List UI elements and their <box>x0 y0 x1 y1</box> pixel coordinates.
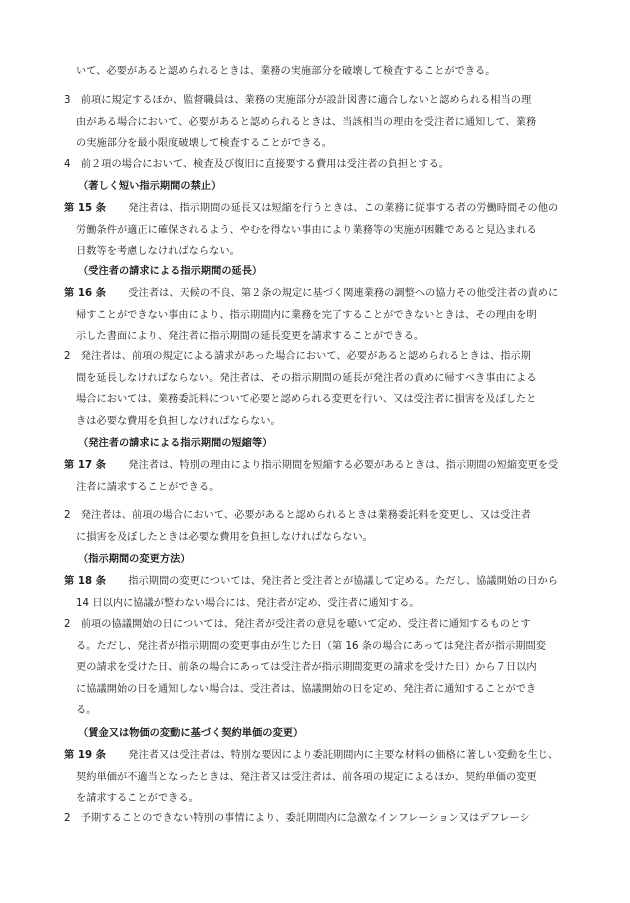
text-line: 由がある場合において、必要があると認められるときは、当該相当の理由を受注者に通知して、業務 <box>76 116 537 128</box>
text-line: 2 予期することのできない特別の事情により、委託期間内に急激なインフレーション又はデフレーシ <box>64 813 530 824</box>
text-line: 注者に請求することができる。 <box>76 481 220 493</box>
text-line: 労働条件が適正に確保されるよう、やむを得ない事由により業務等の実施が困難であると見込まれる <box>76 224 537 236</box>
heading-text: （賃金又は物価の変動に基づく契約単価の変更） <box>78 728 304 739</box>
text-line: 受注者は、天候の不良、第２条の規定に基づく関連業務の調整への協力その他受注者の責めに <box>118 288 559 299</box>
heading-text: （発注者の請求による指示期間の短縮等） <box>78 438 273 449</box>
text-line: 3 前項に規定するほか、監督職員は、業務の実施部分が設計図書に適合しないと認められる相当の理 <box>64 95 532 106</box>
article-number: 第 18 条 <box>64 576 106 587</box>
text-line: 帰すことができない事由により、指示期間内に業務を完了することができないときは、その理由を明 <box>76 309 537 321</box>
text-line: 更の請求を受けた日、前条の場合にあっては受注者が指示期間変更の請求を受けた日）から７日以内 <box>76 662 537 674</box>
text-line: 発注者は、指示期間の延長又は短縮を行うときは、この業務に従事する者の労働時間その他の <box>118 203 559 214</box>
text-line: を請求することができる。 <box>76 793 199 805</box>
text-line: る。ただし、発注者が指示期間の変更事由が生じた日（第 16 条の場合にあっては発注者が指示期間変 <box>76 640 546 652</box>
heading-text: （受注者の請求による指示期間の延長） <box>78 266 263 277</box>
text-line: 間を延長しなければならない。発注者は、その指示期間の延長が発注者の責めに帰すべき事由による <box>76 372 537 384</box>
text-line: 発注者又は受注者は、特別な要因により委託期間内に主要な材料の価格に著しい変動を生じ、 <box>118 750 559 761</box>
article-number: 第 15 条 <box>64 203 106 214</box>
text-line: の実施部分を最小限度破壊して検査することができる。 <box>76 138 332 150</box>
heading-text: （著しく短い指示期間の禁止） <box>78 181 222 192</box>
text-line: 指示期間の変更については、発注者と受注者とが協議して定める。ただし、協議開始の日から <box>118 576 559 587</box>
text-line: 14 日以内に協議が整わない場合には、発注者が定め、受注者に通知する。 <box>76 597 420 609</box>
text-line: いて、必要があると認められるときは、業務の実施部分を破壊して検査することができる。 <box>76 66 496 77</box>
text-line: 日数等を考慮しなければならない。 <box>76 246 240 258</box>
text-line: 2 発注者は、前項の規定による請求があった場合において、必要があると認められるときは、指示期 <box>64 351 531 362</box>
text-line: 4 前２項の場合において、検査及び復旧に直接要する費用は受注者の負担とする。 <box>64 159 450 170</box>
text-line: 2 発注者は、前項の場合において、必要があると認められるときは業務委託料を変更し、又は受注者 <box>64 510 532 521</box>
article-number: 第 16 条 <box>64 288 106 299</box>
text-line: 2 前項の協議開始の日については、発注者が受注者の意見を聴いて定め、受注者に通知するものとす <box>64 619 531 630</box>
text-line: 示した書面により、発注者に指示期間の延長変更を請求することができる。 <box>76 331 425 343</box>
text-line: る。 <box>76 705 97 717</box>
text-line: 発注者は、特別の理由により指示期間を短縮する必要があるときは、指示期間の短縮変更を受 <box>118 460 559 471</box>
text-line: 場合においては、業務委託料について必要と認められる変更を行い、又は受注者に損害を及ぼしたと <box>76 394 537 406</box>
text-line: 契約単価が不適当となったときは、発注者又は受注者は、前各項の規定によるほか、契約単価の変更 <box>76 771 537 783</box>
text-line: に損害を及ぼしたときは必要な費用を負担しなければならない。 <box>76 531 373 543</box>
text-line: きは必要な費用を負担しなければならない。 <box>76 415 281 427</box>
article-number: 第 17 条 <box>64 460 106 471</box>
article-number: 第 19 条 <box>64 750 106 761</box>
text-line: に協議開始の日を通知しない場合は、受注者は、協議開始の日を定め、発注者に通知することができ <box>76 683 537 695</box>
heading-text: （指示期間の変更方法） <box>78 554 191 565</box>
